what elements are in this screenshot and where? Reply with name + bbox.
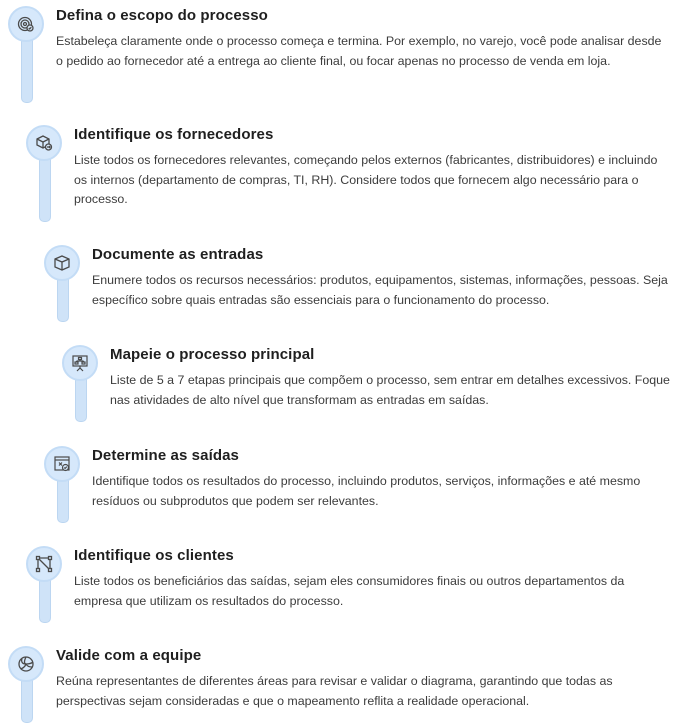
box-arrow-icon	[26, 125, 62, 161]
step-description: Liste de 5 a 7 etapas principais que compõem o processo, sem entrar em detalhes excessivos. Foque nas atividades de alto nível que transformam as entradas em saídas.	[110, 373, 670, 407]
package-icon	[44, 245, 80, 281]
step-description: Liste todos os fornecedores relevantes, começando pelos externos (fabricantes, distribuidores) e incluindo os internos (departamento de compras, TI, RH). Considere todos que fornecem algo necessário para o processo.	[74, 153, 658, 206]
step-title: Defina o escopo do processo	[56, 7, 268, 24]
step-title: Identifique os clientes	[74, 547, 234, 564]
target-icon	[8, 6, 44, 42]
step-title: Determine as saídas	[92, 447, 239, 464]
step-description: Estabeleça claramente onde o processo começa e termina. Por exemplo, no varejo, você pode analisar desde o pedido ao fornecedor até a entrega ao cliente final, ou focar apenas no processo de venda em loja.	[56, 34, 662, 68]
step-description: Liste todos os beneficiários das saídas, sejam eles consumidores finais ou outros departamentos da empresa que utilizam os resultados do processo.	[74, 574, 625, 608]
step-title: Documente as entradas	[92, 246, 264, 263]
step-description: Identifique todos os resultados do processo, incluindo produtos, serviços, informações e até mesmo resíduos ou subprodutos que podem ser relevantes.	[92, 474, 641, 508]
window-check-icon	[44, 446, 80, 482]
step-title: Identifique os fornecedores	[74, 126, 274, 143]
volleyball-icon	[8, 646, 44, 682]
network-nodes-icon	[26, 546, 62, 582]
step-description: Enumere todos os recursos necessários: produtos, equipamentos, sistemas, informações, pessoas. Seja específico sobre quais entradas são essenciais para o funcionamento do processo.	[92, 273, 668, 307]
step-title: Valide com a equipe	[56, 647, 202, 664]
step-description: Reúna representantes de diferentes áreas para revisar e validar o diagrama, garantindo que todas as perspectivas sejam consideradas e que o mapeamento reflita a realidade operacional.	[56, 674, 613, 708]
presentation-chart-icon	[62, 345, 98, 381]
step-title: Mapeie o processo principal	[110, 346, 315, 363]
